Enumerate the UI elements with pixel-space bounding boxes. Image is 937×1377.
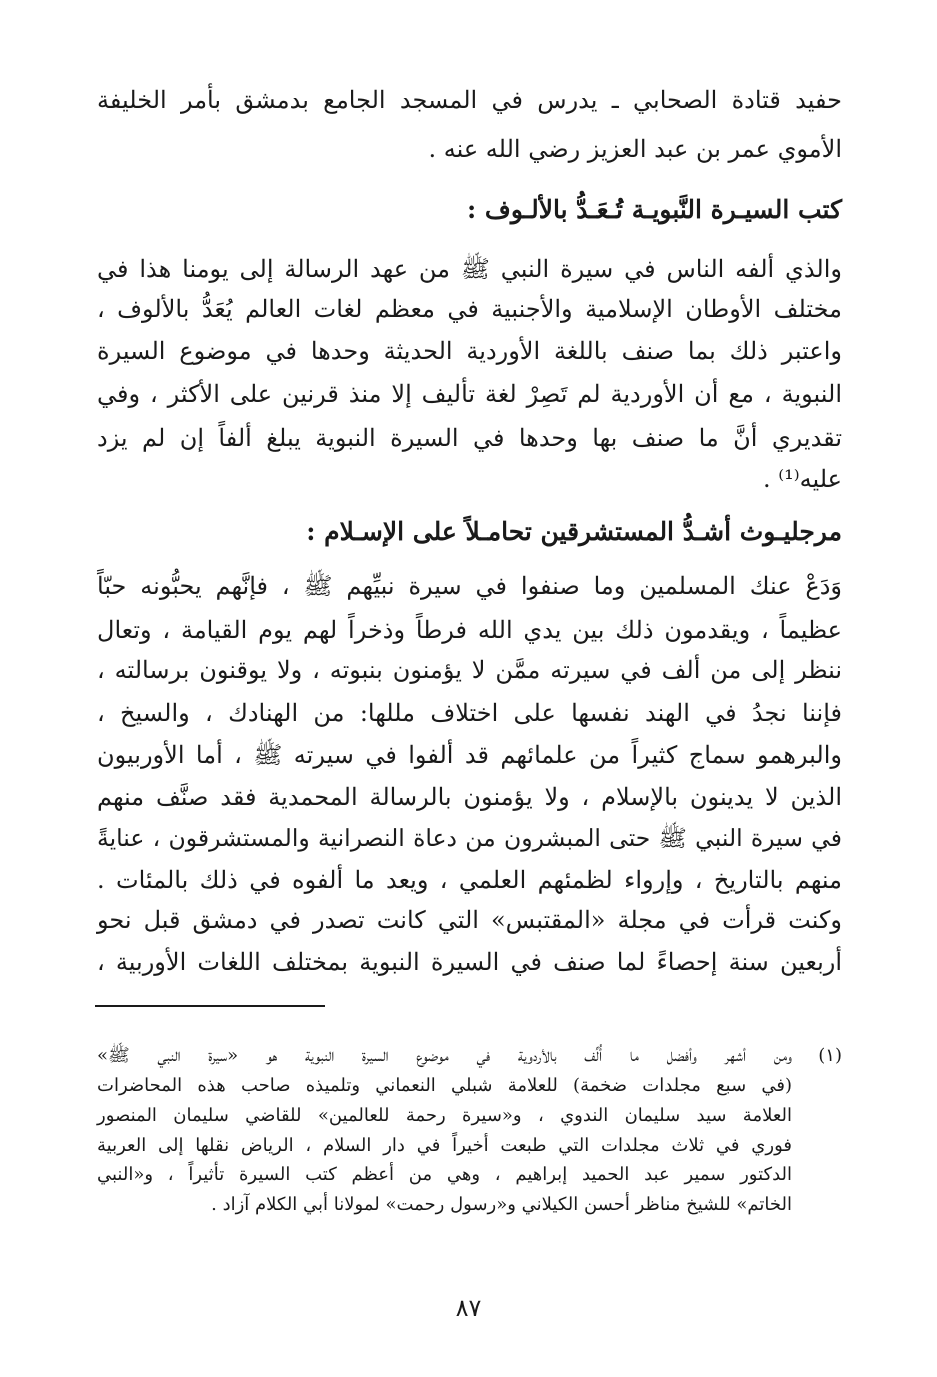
text-line: ننظر إلى من ألف في سيرته ممَّن لا يؤمنون بنبوته ، ولا يوقنون برسالته ، [97, 656, 842, 684]
text-line: واعتبر ذلك بما صنف باللغة الأوردية الحديثة وحدها في موضوع السيرة [97, 337, 842, 365]
text-line: في سيرة النبي ﷺ حتى المبشرون من دعاة النصرانية والمستشرقون ، عنايةً [97, 824, 842, 852]
footnote-line: العلامة سيد سليمان الندوي ، و«سيرة رحمة للعالمين» للقاضي سليمان المنصور [97, 1105, 792, 1126]
text-line: تقديري أنَّ ما صنف بها وحدها في السيرة النبوية يبلغ ألفاً إن لم يزد [97, 424, 842, 452]
footnote-line: الدكتور سمير عبد الحميد إبراهيم ، وهي من أعظم كتب السيرة تأثيراً ، و«النبي [97, 1164, 792, 1185]
text-line: عظيماً ، ويقدمون ذلك بين يدي الله فرطاً وذخراً لهم يوم القيامة ، وتعال [97, 616, 842, 644]
footnote-separator [95, 1005, 325, 1007]
text-line: الأموي عمر بن عبد العزيز رضي الله عنه . [428, 135, 842, 163]
section-heading-margoliouth: مرجليـوث أشـدُّ المستشرقين تحامـلاً على الإسـلام : [306, 517, 842, 546]
text-line: عليه⁽¹⁾ . [762, 465, 842, 493]
text-line: وكنت قرأت في مجلة «المقتبس» التي كانت تصدر في دمشق قبل نحو [97, 906, 842, 934]
text-line: أربعين سنة إحصاءً لما صنف في السيرة النبوية بمختلف اللغات الأوربية ، [97, 948, 843, 976]
footnote-line: ومن أشهر وأفضل ما أُلِّف بالأردوية في موضوع السيرة النبوية هو «سيرة النبي ﷺ» [97, 1045, 792, 1066]
footnote-number: (١) [818, 1045, 842, 1066]
text-line: منهم بالتاريخ ، وإرواء لظمئهم العلمي ، ويعد ما ألفوه في ذلك بالمئات . [97, 866, 842, 894]
footnote-line: (في سبع مجلدات ضخمة) للعلامة شبلي النعماني وتلميذه صاحب هذه المحاضرات [97, 1075, 792, 1096]
footnote-line: فوري في ثلاث مجلدات التي طبعت أخيراً في دار السلام ، الرياض نقلها إلى العربية [97, 1135, 792, 1156]
text-line: وَدَعْ عنك المسلمين وما صنفوا في سيرة نبيِّهم ﷺ ، فإنَّهم يحبُّونه حبّاً [97, 572, 842, 600]
text-line: مختلف الأوطان الإسلامية والأجنبية في معظم لغات العالم يُعَدُّ بالألوف ، [97, 295, 842, 323]
text-line: فإننا نجدُ في الهند نفسها على اختلاف مللها: من الهنادك ، والسيخ ، [97, 699, 842, 727]
text-line: والذي ألفه الناس في سيرة النبي ﷺ من عهد الرسالة إلى يومنا هذا في [97, 255, 842, 283]
text-line: النبوية ، مع أن الأوردية لم تَصِرْ لغة تأليف إلا منذ قرنين على الأكثر ، وفي [97, 380, 842, 408]
page-number: ٨٧ [455, 1294, 482, 1322]
text-line: حفيد قتادة الصحابي ـ يدرس في المسجد الجامع بدمشق بأمر الخليفة [97, 86, 842, 114]
text-line: الذين لا يدينون بالإسلام ، ولا يؤمنون بالرسالة المحمدية فقد صنَّف منهم [97, 783, 842, 811]
section-heading-books: كتب السيـرة النَّبويـة تُـعَـدُّ بالألـوف : [466, 195, 842, 224]
text-line: والبرهمو سماج كثيراً من علمائهم قد ألفوا في سيرته ﷺ ، أما الأوربيون [97, 741, 842, 769]
footnote-line: الخاتم» للشيخ مناظر أحسن الكيلاني و«رسول رحمت» لمولانا أبي الكلام آزاد . [211, 1194, 792, 1215]
